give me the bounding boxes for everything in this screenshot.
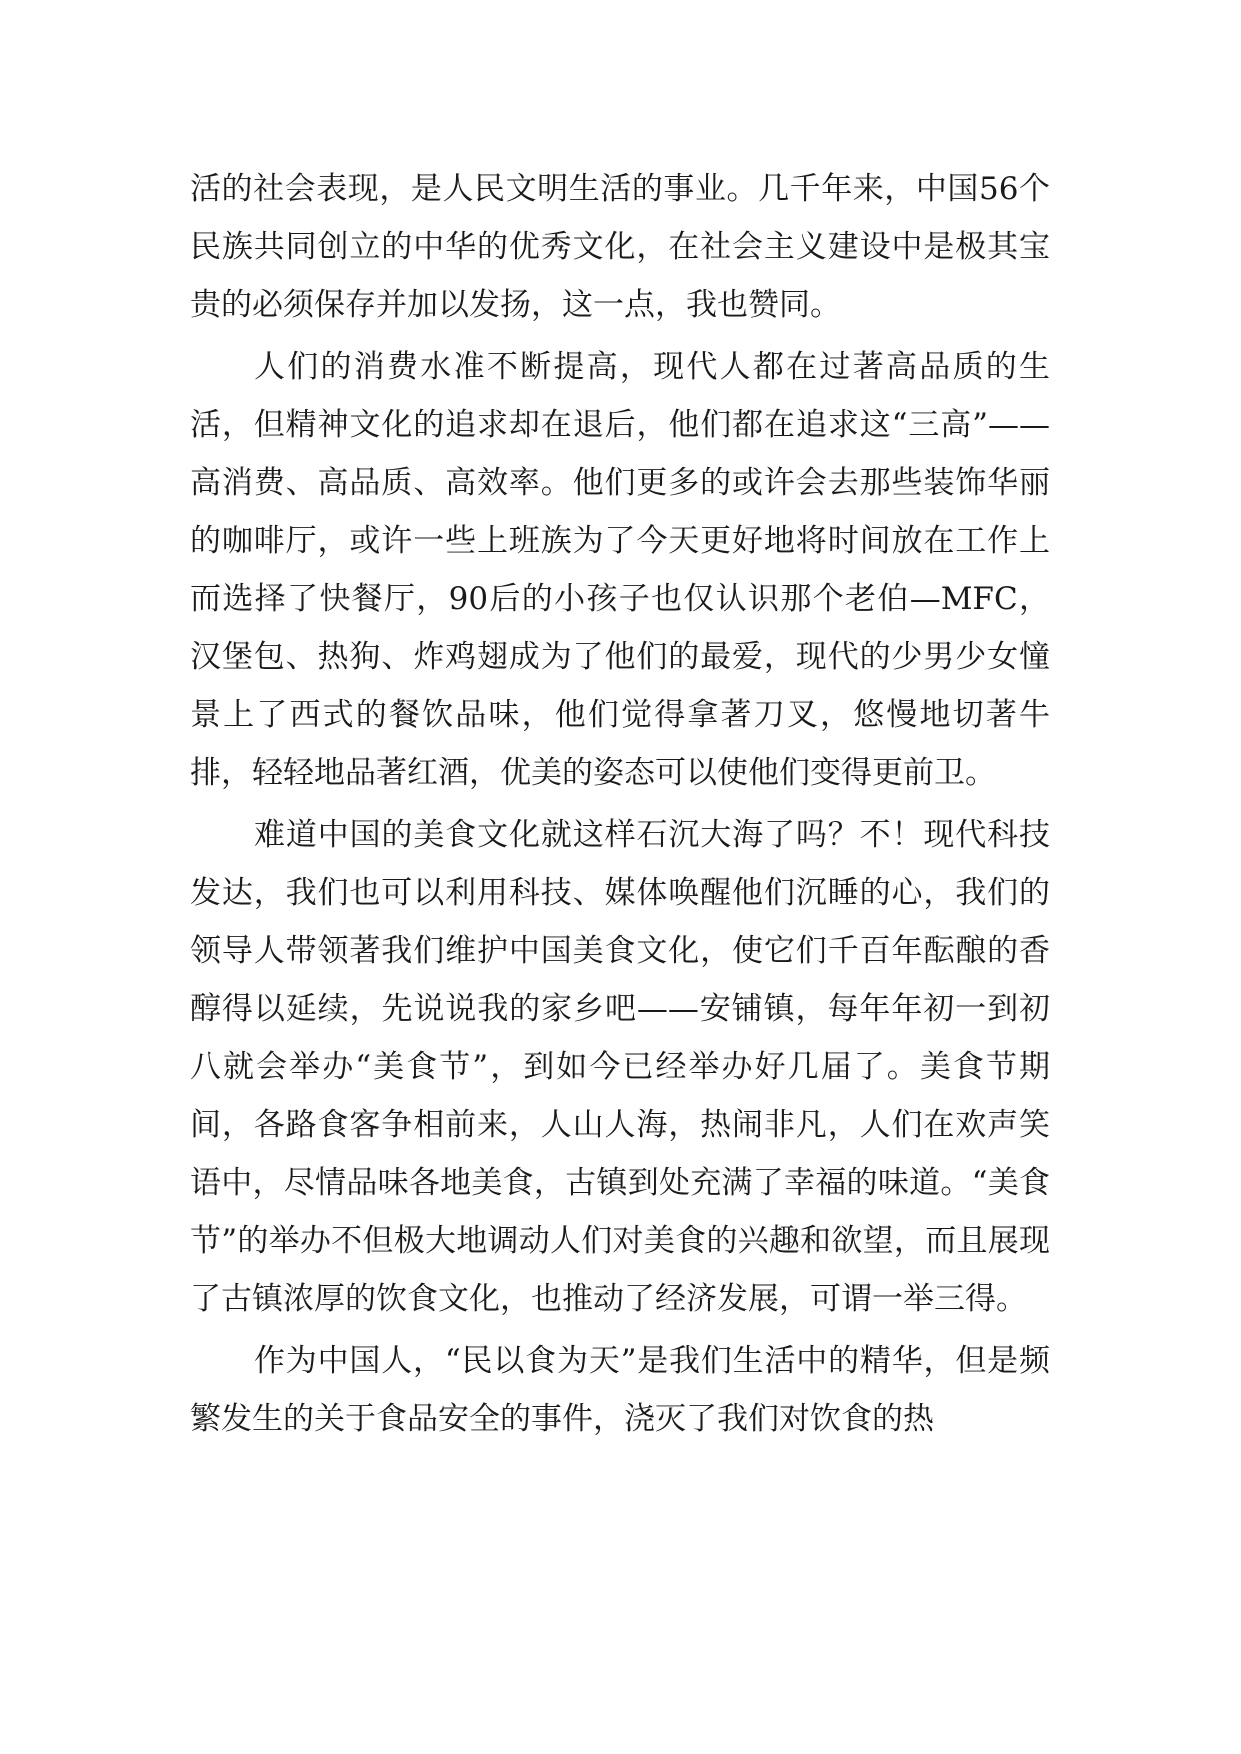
paragraph-4: 作为中国人，“民以食为天”是我们生活中的精华，但是频繁发生的关于食品安全的事件，浇灭了我们对饮食的热: [190, 1343, 1050, 1437]
paragraph-2: 人们的消费水准不断提高，现代人都在过著高品质的生活，但精神文化的追求却在退后，他们都在追求这“三高”——高消费、高品质、高效率。他们更多的或许会去那些装饰华丽的咖啡厅，或许一些上班族为了今天更好地将时间放在工作上而选择了快餐厅，90后的小孩子也仅认识那个老伯—MFC，汉堡包、热狗、炸鸡翅成为了他们的最爱，现代的少男少女憧景上了西式的餐饮品味，他们觉得拿著刀叉，悠慢地切著牛排，轻轻地品著红酒，优美的姿态可以使他们变得更前卫。: [190, 349, 1050, 791]
paragraph-3: 难道中国的美食文化就这样石沉大海了吗？不！现代科技发达，我们也可以利用科技、媒体唤醒他们沉睡的心，我们的领导人带领著我们维护中国美食文化，使它们千百年酝酿的香醇得以延续，先说说我的家乡吧——安铺镇，每年年初一到初八就会举办“美食节”，到如今已经举办好几届了。美食节期间，各路食客争相前来，人山人海，热闹非凡，人们在欢声笑语中，尽情品味各地美食，古镇到处充满了幸福的味道。“美食节”的举办不但极大地调动人们对美食的兴趣和欲望，而且展现了古镇浓厚的饮食文化，也推动了经济发展，可谓一举三得。: [190, 817, 1050, 1317]
paragraph-1: 活的社会表现，是人民文明生活的事业。几千年来，中国56个民族共同创立的中华的优秀文化，在社会主义建设中是极其宝贵的必须保存并加以发扬，这一点，我也赞同。: [190, 171, 1050, 323]
document-body: [190, 160, 1050, 1448]
